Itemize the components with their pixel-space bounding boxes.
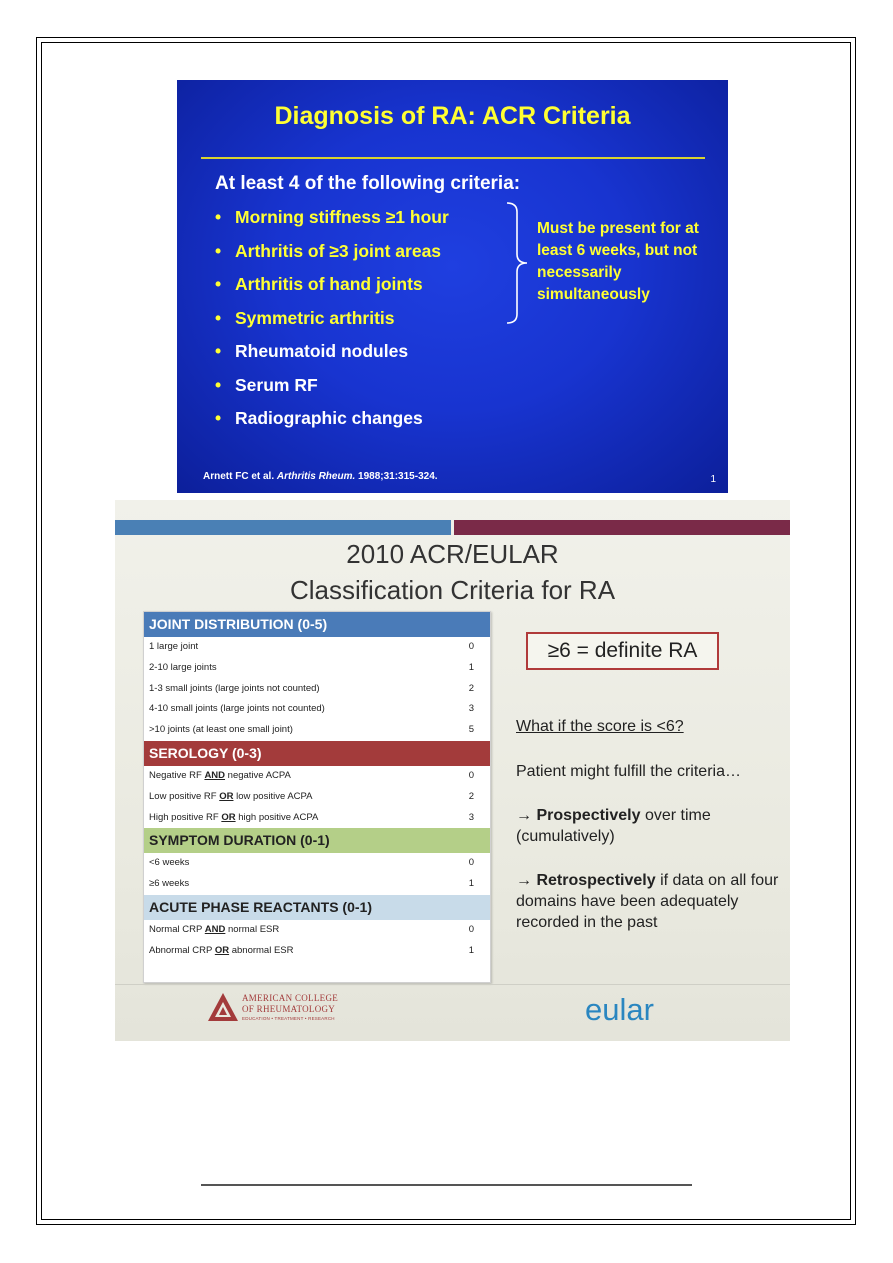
table-row [144,853,490,874]
row-label: >10 joints (at least one small joint) [149,724,293,736]
row-score: 0 [468,923,474,935]
criterion-item: • Serum RF [215,374,449,408]
row-conjunction: OR [219,790,234,802]
eular-logo: eular [585,992,654,1027]
row-score: 1 [468,944,474,956]
row-label: 1 large joint [149,641,199,652]
symptom-duration-heading: SYMPTOM DURATION (0-1) [144,828,490,853]
row-score: 0 [468,857,474,869]
slide2-title [115,536,790,608]
score-question: What if the score is <6? [516,718,684,735]
criteria-intro: At least 4 of the following criteria: [215,173,521,194]
row-label: ≥6 weeks [149,878,190,890]
header-bar-maroon [454,520,790,535]
arrow-icon: → [516,807,537,824]
criterion-item: • Rheumatoid nodules [215,340,449,374]
table-row [144,941,490,962]
serology-heading: SEROLOGY (0-3) [144,741,490,766]
acr-logo-line1: AMERICAN COLLEGE [242,993,339,1003]
row-conjunction: AND [204,769,226,781]
row-score: 1 [468,878,474,890]
footer-divider [115,984,790,985]
row-conjunction: AND [204,923,226,935]
joint-distribution-heading: JOINT DISTRIBUTION (0-5) [144,612,490,637]
table-row [144,658,490,679]
duration-note: Must be present for at least 6 weeks, but not necessarily simultaneously [537,220,699,303]
row-label-pre: Normal CRP [149,923,205,935]
table-row [144,874,490,895]
row-label-pre: Abnormal CRP [149,944,215,956]
table-row [144,679,490,700]
acr-logo-icon [207,992,239,1022]
criteria-list [215,206,449,441]
slide-number: 1 [710,474,716,485]
row-label-post: normal ESR [225,923,280,935]
criterion-item: • Arthritis of ≥3 joint areas [215,240,449,274]
citation-authors: Arnett FC et al. [203,471,275,482]
row-conjunction: OR [214,944,230,956]
table-row [144,920,490,941]
table-row [144,720,490,741]
acr-logo-text [242,993,338,1015]
criterion-item: • Morning stiffness ≥1 hour [215,206,449,240]
row-label-pre: Low positive RF [149,790,220,802]
row-label-post: negative ACPA [225,769,291,781]
table-row [144,766,490,787]
criterion-item: • Radiographic changes [215,407,449,441]
header-bar-blue [115,520,451,535]
row-label: 1-3 small joints (large joints not counted) [149,682,320,694]
slide1-title: Diagnosis of RA: ACR Criteria [274,102,631,130]
row-score: 0 [468,769,474,781]
prospective-text: over time (cumulatively) [516,807,711,845]
acr-criteria-slide [177,80,728,493]
slide2-title-line2: Classification Criteria for RA [289,575,616,605]
row-label-pre: Negative RF [149,769,205,781]
row-label: 2-10 large joints [149,661,217,673]
citation-journal: Arthritis Rheum. [276,471,356,482]
acr-logo-line2: OF RHEUMATOLOGY [242,1004,336,1014]
slide2-title-line1: 2010 ACR/EULAR [346,539,559,569]
definite-ra-box [526,632,719,670]
prospective-label: Prospectively [536,807,641,824]
row-label-post: low positive ACPA [233,790,313,802]
table-row [144,699,490,720]
arrow-icon: → [516,872,537,889]
row-score: 1 [468,661,474,673]
retrospective-label: Retrospectively [536,872,656,889]
acr-eular-slide [115,500,790,1041]
row-label: <6 weeks [149,857,190,869]
row-score: 0 [468,641,474,652]
acute-phase-heading: ACUTE PHASE REACTANTS (0-1) [144,895,490,920]
curly-brace-icon [503,200,533,326]
row-label-post: abnormal ESR [229,944,294,956]
definite-ra-text: ≥6 = definite RA [547,639,698,662]
retrospective-text: if data on all four domains have been adequately recorded in the past [516,872,779,931]
criterion-item: • Symmetric arthritis [215,307,449,341]
table-row [144,808,490,829]
table-row [144,637,490,658]
criterion-item: • Arthritis of hand joints [215,273,449,307]
retrospective-note [516,870,786,933]
criteria-table [143,611,491,983]
prospective-note [516,805,786,847]
row-label-post: high positive ACPA [235,811,319,823]
row-score: 2 [468,682,474,694]
row-label-pre: High positive RF [149,811,222,823]
footer-rule [201,1184,692,1186]
row-score: 2 [468,790,474,802]
row-score: 3 [468,703,474,715]
title-divider [201,157,705,159]
citation [203,471,438,482]
citation-details: 1988;31:315-324. [358,471,438,482]
row-score: 5 [468,724,474,736]
row-label: 4-10 small joints (large joints not counted) [149,703,325,715]
row-score: 3 [468,811,474,823]
table-row [144,787,490,808]
row-conjunction: OR [221,811,236,823]
fulfill-statement: Patient might fulfill the criteria… [516,763,741,780]
acr-logo-subtitle: EDUCATION • TREATMENT • RESEARCH [242,1016,335,1021]
